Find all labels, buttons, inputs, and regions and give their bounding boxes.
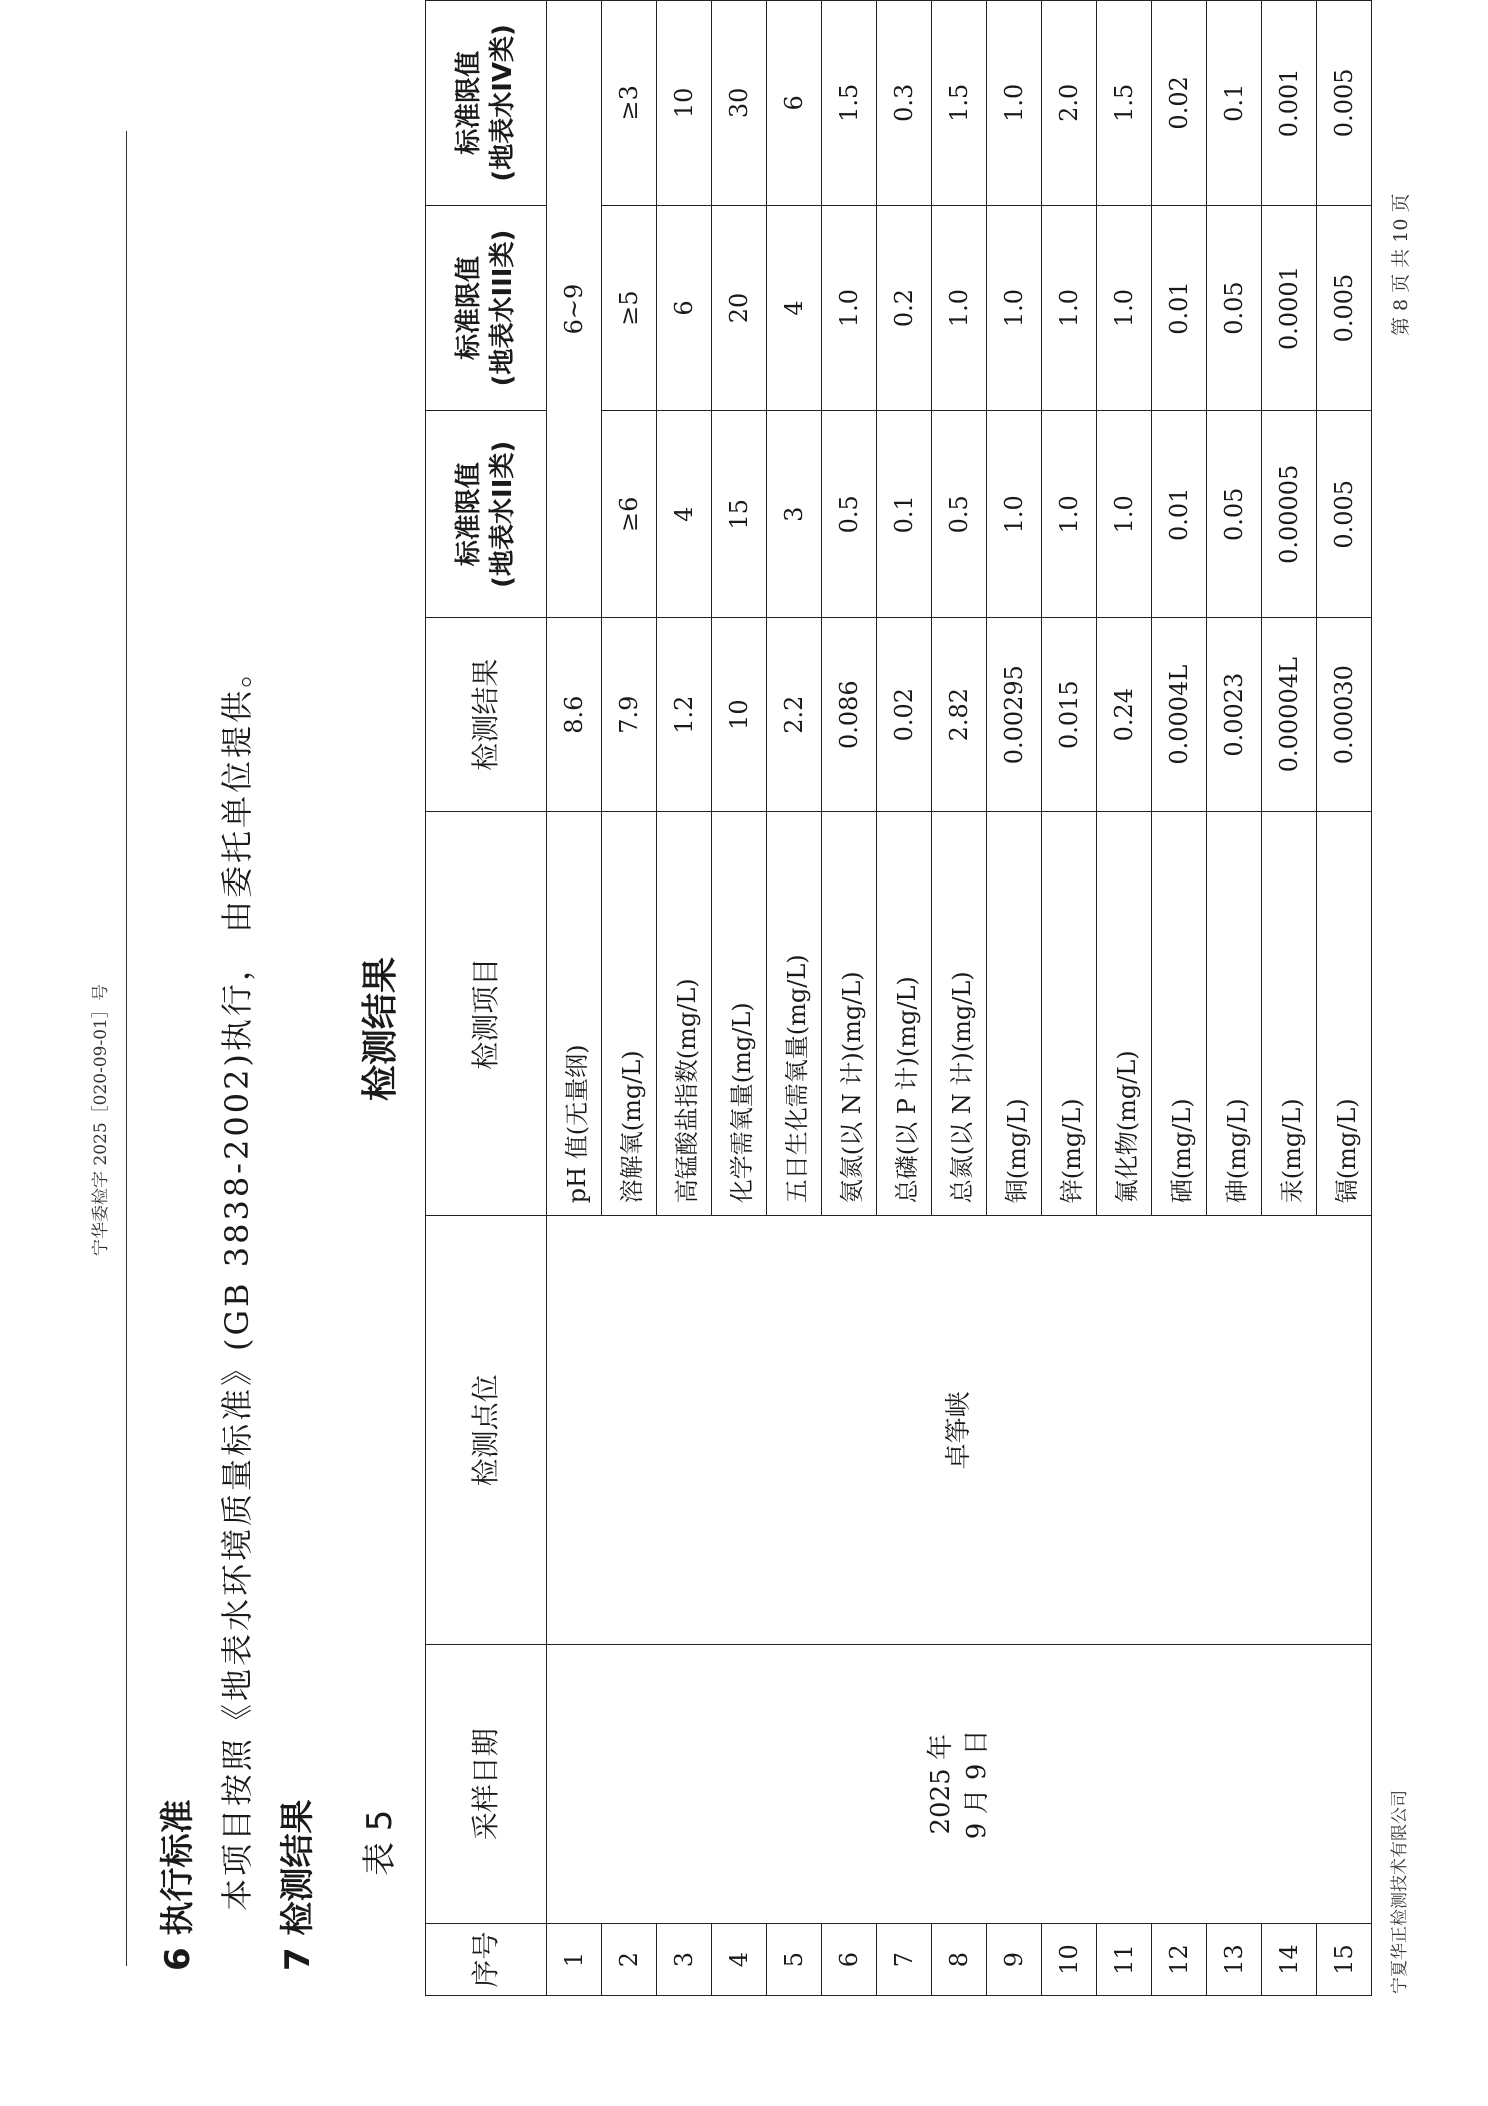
col-item: 检测项目 bbox=[426, 812, 547, 1216]
row-seq: 15 bbox=[1317, 1924, 1372, 1996]
row-std-ii: 15 bbox=[712, 411, 767, 618]
row-seq: 3 bbox=[657, 1924, 712, 1996]
row-result: 1.2 bbox=[657, 618, 712, 812]
row-seq: 11 bbox=[1097, 1924, 1152, 1996]
row-item: 汞(mg/L) bbox=[1262, 812, 1317, 1216]
header-rule bbox=[126, 131, 127, 1966]
row-seq: 13 bbox=[1207, 1924, 1262, 1996]
row-seq: 12 bbox=[1152, 1924, 1207, 1996]
row-item: 硒(mg/L) bbox=[1152, 812, 1207, 1216]
ph-standard-range: 6~9 bbox=[547, 1, 602, 618]
row-std-ii: 0.005 bbox=[1317, 411, 1372, 618]
row-std-ii: 0.00005 bbox=[1262, 411, 1317, 618]
row-std-ii: 1.0 bbox=[1097, 411, 1152, 618]
row-std-iv: 2.0 bbox=[1042, 1, 1097, 206]
row-item: 砷(mg/L) bbox=[1207, 812, 1262, 1216]
row-std-iv: 6 bbox=[767, 1, 822, 206]
row-std-iii: 6 bbox=[657, 205, 712, 411]
section-6-heading: 6 执行标准 bbox=[158, 1799, 198, 1971]
table-row bbox=[547, 1, 602, 1996]
row-seq: 2 bbox=[602, 1924, 657, 1996]
table-header-row bbox=[426, 1, 547, 1996]
row-std-iv: 0.001 bbox=[1262, 1, 1317, 206]
row-item: 溶解氧(mg/L) bbox=[602, 812, 657, 1216]
row-seq: 9 bbox=[987, 1924, 1042, 1996]
col-result: 检测结果 bbox=[426, 618, 547, 812]
row-std-iv: ≥3 bbox=[602, 1, 657, 206]
row-result: 0.00295 bbox=[987, 618, 1042, 812]
row-result: 0.015 bbox=[1042, 618, 1097, 812]
row-seq: 8 bbox=[932, 1924, 987, 1996]
row-result: 0.00030 bbox=[1317, 618, 1372, 812]
row-std-iv: 0.005 bbox=[1317, 1, 1372, 206]
row-seq: 10 bbox=[1042, 1924, 1097, 1996]
row-item: 氨氮(以 N 计)(mg/L) bbox=[822, 812, 877, 1216]
row-item: 总磷(以 P 计)(mg/L) bbox=[877, 812, 932, 1216]
row-result: 2.82 bbox=[932, 618, 987, 812]
row-seq: 5 bbox=[767, 1924, 822, 1996]
row-std-ii: 0.01 bbox=[1152, 411, 1207, 618]
table-label: 表 5 bbox=[360, 1809, 400, 1876]
row-std-iv: 1.5 bbox=[822, 1, 877, 206]
row-item: 高锰酸盐指数(mg/L) bbox=[657, 812, 712, 1216]
col-date: 采样日期 bbox=[426, 1645, 547, 1924]
row-std-iii: 0.2 bbox=[877, 205, 932, 411]
row-item: 化学需氧量(mg/L) bbox=[712, 812, 767, 1216]
row-item: 氟化物(mg/L) bbox=[1097, 812, 1152, 1216]
row-std-ii: 0.5 bbox=[932, 411, 987, 618]
row-std-iv: 1.5 bbox=[932, 1, 987, 206]
row-std-ii: 1.0 bbox=[1042, 411, 1097, 618]
results-table bbox=[425, 0, 1372, 1996]
sampling-date: 2025 年 9 月 9 日 bbox=[547, 1645, 1372, 1924]
row-std-iv: 1.5 bbox=[1097, 1, 1152, 206]
row-seq: 1 bbox=[547, 1924, 602, 1996]
col-std-iv: 标准限值 (地表水IV类) bbox=[426, 1, 547, 206]
row-result: 0.0004L bbox=[1152, 618, 1207, 812]
row-result: 2.2 bbox=[767, 618, 822, 812]
row-std-iii: 0.005 bbox=[1317, 205, 1372, 411]
row-std-ii: 1.0 bbox=[987, 411, 1042, 618]
row-std-iii: 0.01 bbox=[1152, 205, 1207, 411]
company-name: 宁夏华正检测技术有限公司 bbox=[1390, 1790, 1410, 1994]
row-result: 0.02 bbox=[877, 618, 932, 812]
row-std-iv: 10 bbox=[657, 1, 712, 206]
row-result: 0.086 bbox=[822, 618, 877, 812]
row-item: 锌(mg/L) bbox=[1042, 812, 1097, 1216]
row-std-ii: 0.1 bbox=[877, 411, 932, 618]
row-std-ii: ≥6 bbox=[602, 411, 657, 618]
row-item: 五日生化需氧量(mg/L) bbox=[767, 812, 822, 1216]
section-6-body: 本项目按照《地表水环境质量标准》(GB 3838-2002)执行， 由委托单位提供。 bbox=[218, 652, 256, 1911]
col-std-iii: 标准限值 (地表水III类) bbox=[426, 205, 547, 411]
row-std-iii: 1.0 bbox=[932, 205, 987, 411]
row-std-iii: 4 bbox=[767, 205, 822, 411]
row-std-ii: 3 bbox=[767, 411, 822, 618]
document-number: 宁华委检字 2025［020-09-01］号 bbox=[91, 984, 111, 1256]
row-std-iii: 1.0 bbox=[822, 205, 877, 411]
row-std-iii: 1.0 bbox=[1042, 205, 1097, 411]
row-seq: 7 bbox=[877, 1924, 932, 1996]
table-body bbox=[547, 1, 1372, 1996]
row-seq: 14 bbox=[1262, 1924, 1317, 1996]
col-seq: 序号 bbox=[426, 1924, 547, 1996]
section-7-heading: 7 检测结果 bbox=[278, 1799, 318, 1971]
row-std-ii: 0.5 bbox=[822, 411, 877, 618]
col-std-ii: 标准限值 (地表水II类) bbox=[426, 411, 547, 618]
row-result: 8.6 bbox=[547, 618, 602, 812]
row-std-iv: 30 bbox=[712, 1, 767, 206]
row-seq: 4 bbox=[712, 1924, 767, 1996]
table-title: 检测结果 bbox=[360, 956, 401, 1101]
row-item: pH 值(无量纲) bbox=[547, 812, 602, 1216]
row-std-iv: 0.3 bbox=[877, 1, 932, 206]
row-result: 0.24 bbox=[1097, 618, 1152, 812]
row-item: 总氮(以 N 计)(mg/L) bbox=[932, 812, 987, 1216]
row-std-iii: 0.05 bbox=[1207, 205, 1262, 411]
row-std-ii: 0.05 bbox=[1207, 411, 1262, 618]
row-std-iii: 1.0 bbox=[1097, 205, 1152, 411]
row-item: 铜(mg/L) bbox=[987, 812, 1042, 1216]
row-std-ii: 4 bbox=[657, 411, 712, 618]
row-result: 0.0023 bbox=[1207, 618, 1262, 812]
row-result: 10 bbox=[712, 618, 767, 812]
row-std-iii: ≥5 bbox=[602, 205, 657, 411]
page-number: 第 8 页 共 10 页 bbox=[1390, 193, 1412, 336]
row-std-iv: 0.02 bbox=[1152, 1, 1207, 206]
col-site: 检测点位 bbox=[426, 1216, 547, 1645]
row-std-iv: 0.1 bbox=[1207, 1, 1262, 206]
row-std-iii: 1.0 bbox=[987, 205, 1042, 411]
sampling-site: 卓筝峡 bbox=[547, 1216, 1372, 1645]
row-result: 0.00004L bbox=[1262, 618, 1317, 812]
row-std-iii: 0.0001 bbox=[1262, 205, 1317, 411]
row-std-iii: 20 bbox=[712, 205, 767, 411]
row-item: 镉(mg/L) bbox=[1317, 812, 1372, 1216]
row-std-iv: 1.0 bbox=[987, 1, 1042, 206]
row-seq: 6 bbox=[822, 1924, 877, 1996]
row-result: 7.9 bbox=[602, 618, 657, 812]
